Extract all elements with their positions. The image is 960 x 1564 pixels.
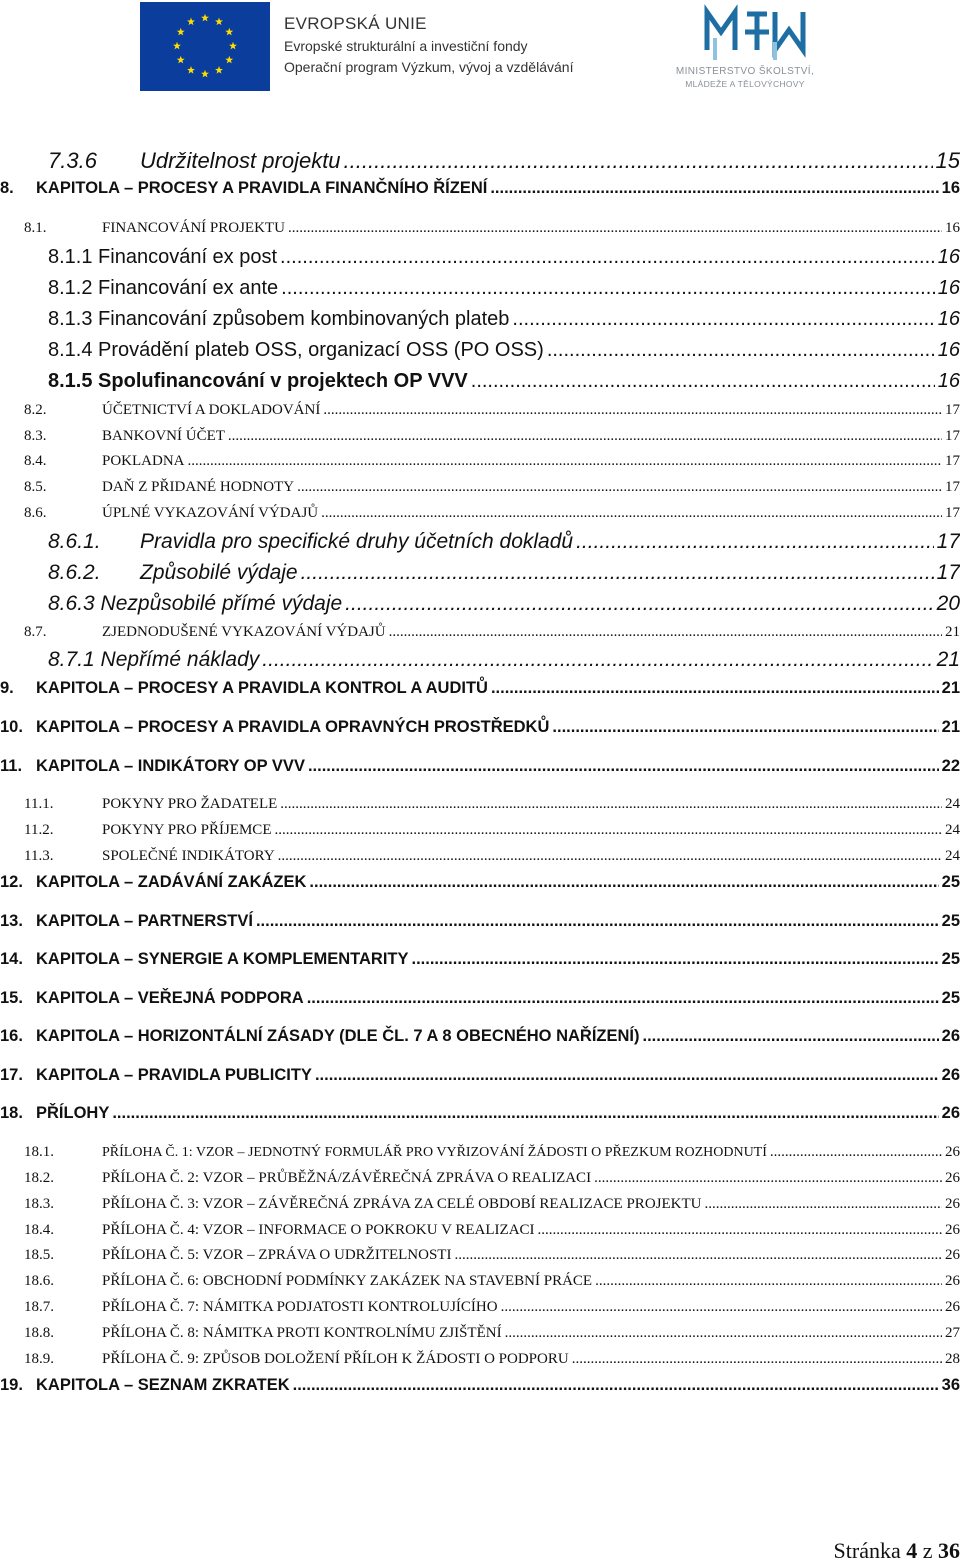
toc-leader [262, 648, 933, 672]
toc-entry[interactable] [24, 479, 960, 496]
toc-page: 16 [937, 370, 960, 392]
toc-page: 16 [941, 179, 960, 197]
toc-number: 16. [0, 1027, 23, 1045]
toc-entry[interactable] [24, 1222, 960, 1239]
toc-number: 18.5. [24, 1247, 54, 1263]
toc-leader [278, 848, 942, 865]
page-footer [834, 1538, 960, 1564]
toc-entry[interactable] [0, 873, 960, 892]
toc-title: KAPITOLA – VEŘEJNÁ PODPORA [36, 989, 304, 1007]
toc-entry[interactable] [24, 796, 960, 813]
toc-entry[interactable] [48, 148, 960, 174]
toc-number: 11.1. [24, 796, 54, 812]
toc-leader [501, 1299, 942, 1316]
toc-entry[interactable] [48, 648, 960, 672]
toc-page: 26 [941, 1104, 960, 1122]
toc-page: 22 [941, 757, 960, 775]
toc-title: 8.7.1 Nepřímé náklady [48, 648, 260, 671]
toc-entry[interactable] [48, 277, 960, 300]
toc-leader [280, 796, 942, 813]
toc-page: 26 [945, 1247, 960, 1263]
toc-entry[interactable] [24, 1325, 960, 1342]
toc-page: 21 [945, 624, 960, 640]
toc-page: 26 [941, 1027, 960, 1045]
toc-leader [595, 1273, 942, 1290]
toc-leader [315, 1066, 939, 1085]
toc-number: 18.3. [24, 1196, 54, 1212]
toc-leader [389, 624, 942, 641]
toc-entry[interactable] [48, 592, 960, 616]
toc-entry[interactable] [0, 1066, 960, 1085]
toc-title: DAŇ Z PŘIDANÉ HODNOTY [102, 479, 295, 495]
toc-page: 25 [941, 989, 960, 1007]
footer-current-page: 4 [906, 1538, 918, 1563]
msmt-line1: MINISTERSTVO ŠKOLSTVÍ, [675, 66, 815, 77]
toc-leader [301, 561, 934, 585]
toc-number: 18.1. [24, 1144, 54, 1160]
toc-number: 18.2. [24, 1170, 54, 1186]
toc-leader [321, 505, 942, 522]
toc-entry[interactable] [24, 1351, 960, 1368]
toc-number: 8.6. [24, 505, 47, 521]
toc-leader [188, 453, 943, 470]
toc-title: KAPITOLA – PROCESY A PRAVIDLA FINANČNÍHO ŘÍZENÍ [36, 179, 488, 197]
toc-number: 18.8. [24, 1325, 54, 1341]
toc-page: 26 [945, 1273, 960, 1289]
toc-leader [643, 1027, 939, 1046]
toc-page: 26 [945, 1299, 960, 1315]
toc-number: 8.5. [24, 479, 47, 495]
toc-page: 24 [945, 796, 960, 812]
toc-leader [594, 1170, 942, 1187]
toc-title: BANKOVNÍ ÚČET [102, 428, 225, 444]
toc-title: 8.1.4 Provádění plateb OSS, organizací OSS (PO OSS) [48, 339, 544, 361]
toc-title: 8.6.3 Nezpůsobilé přímé výdaje [48, 592, 343, 615]
toc-title: PŘÍLOHA Č. 8: NÁMITKA PROTI KONTROLNÍMU ZJIŠTĚNÍ [102, 1325, 502, 1341]
toc-entry[interactable] [24, 624, 960, 641]
toc-leader [112, 1104, 938, 1123]
toc-leader [274, 822, 942, 839]
toc-title: SPOLEČNÉ INDIKÁTORY [102, 848, 275, 864]
toc-page: 16 [937, 246, 960, 268]
toc-title: KAPITOLA – HORIZONTÁLNÍ ZÁSADY (DLE ČL. 7 A 8 OBECNÉHO NAŘÍZENÍ) [36, 1027, 640, 1045]
toc-entry[interactable] [24, 402, 960, 419]
toc-page: 16 [937, 308, 960, 330]
toc-title: PŘÍLOHA Č. 5: VZOR – ZPRÁVA O UDRŽITELNOSTI [102, 1247, 452, 1263]
toc-entry[interactable] [0, 179, 960, 198]
toc-title: Způsobilé výdaje [140, 561, 298, 584]
toc-leader [256, 912, 939, 931]
toc-entry[interactable] [48, 530, 960, 554]
toc-entry[interactable] [24, 453, 960, 470]
toc-title: PŘÍLOHA Č. 3: VZOR – ZÁVĚREČNÁ ZPRÁVA ZA CELÉ OBDOBÍ REALIZACE PROJEKTU [102, 1196, 702, 1212]
toc-title: POKYNY PRO PŘÍJEMCE [102, 822, 272, 838]
toc-entry[interactable] [48, 561, 960, 585]
toc-title: KAPITOLA – PROCESY A PRAVIDLA OPRAVNÝCH PROSTŘEDKŮ [36, 718, 550, 736]
toc-entry[interactable] [0, 1104, 960, 1123]
toc-page: 24 [945, 848, 960, 864]
toc-title: POKYNY PRO ŽADATELE [102, 796, 278, 812]
toc-page: 17 [945, 505, 960, 521]
toc-page: 27 [945, 1325, 960, 1341]
toc-title: KAPITOLA – PRAVIDLA PUBLICITY [36, 1066, 312, 1084]
toc-number: 19. [0, 1376, 23, 1394]
toc-number: 18.9. [24, 1351, 54, 1367]
toc-title: KAPITOLA – ZADÁVÁNÍ ZAKÁZEK [36, 873, 307, 891]
toc-title: ÚČETNICTVÍ A DOKLADOVÁNÍ [102, 402, 321, 418]
toc-leader [547, 339, 935, 362]
toc-entry[interactable] [0, 1027, 960, 1046]
toc-leader [454, 1247, 942, 1264]
toc-title: PŘÍLOHY [36, 1104, 110, 1122]
toc-leader [552, 718, 938, 737]
toc-entry[interactable] [0, 679, 960, 698]
toc-title: PŘÍLOHA Č. 1: VZOR – JEDNOTNÝ FORMULÁŘ PRO VYŘIZOVÁNÍ ŽÁDOSTI O PŘEZKUM ROZHODNUTÍ [102, 1145, 767, 1160]
toc-leader [490, 179, 938, 198]
toc-number: 8.2. [24, 402, 47, 418]
toc-entry[interactable] [24, 428, 960, 445]
toc-entry[interactable] [48, 370, 960, 393]
toc-page: 21 [941, 679, 960, 697]
toc-title: PŘÍLOHA Č. 4: VZOR – INFORMACE O POKROKU V REALIZACI [102, 1222, 535, 1238]
toc-number: 10. [0, 718, 23, 736]
toc-leader [280, 246, 935, 269]
toc-leader [288, 220, 942, 237]
toc-title: 8.1.2 Financování ex ante [48, 277, 279, 299]
toc-leader [323, 402, 942, 419]
toc-title: KAPITOLA – INDIKÁTORY OP VVV [36, 757, 305, 775]
toc-leader [308, 757, 939, 776]
toc-leader [505, 1325, 942, 1342]
eu-title: EVROPSKÁ UNIE [284, 14, 427, 33]
toc-page: 20 [936, 592, 960, 615]
toc-leader [770, 1144, 942, 1161]
toc-entry[interactable] [0, 912, 960, 931]
toc-leader [307, 989, 939, 1008]
toc-number: 18.4. [24, 1222, 54, 1238]
toc-number: 8.4. [24, 453, 47, 469]
toc-leader [412, 950, 939, 969]
toc-entry[interactable] [24, 1273, 960, 1290]
toc-number: 8. [0, 179, 14, 197]
toc-title: KAPITOLA – SYNERGIE A KOMPLEMENTARITY [36, 950, 409, 968]
footer-total-pages: 36 [938, 1538, 960, 1563]
toc-entry[interactable] [0, 718, 960, 737]
toc-number: 11.3. [24, 848, 54, 864]
toc-number: 14. [0, 950, 23, 968]
toc-page: 15 [935, 148, 960, 173]
toc-page: 17 [945, 428, 960, 444]
toc-title: KAPITOLA – PROCESY A PRAVIDLA KONTROL A AUDITŮ [36, 679, 488, 697]
footer-label: Stránka [833, 1538, 901, 1563]
toc-page: 26 [945, 1222, 960, 1238]
toc-title: KAPITOLA – PARTNERSTVÍ [36, 912, 253, 930]
toc-page: 28 [945, 1351, 960, 1367]
toc-page: 25 [941, 950, 960, 968]
footer-separator: z [922, 1538, 933, 1563]
toc-number: 11. [0, 757, 23, 775]
toc-page: 17 [936, 561, 960, 584]
toc-title: POKLADNA [102, 453, 185, 469]
toc-number: 7.3.6 [48, 148, 97, 173]
toc-leader [512, 308, 934, 331]
toc-page: 16 [937, 277, 960, 299]
toc-leader [538, 1222, 942, 1239]
toc-page: 16 [937, 339, 960, 361]
toc-leader [471, 370, 935, 393]
toc-entry[interactable] [24, 1144, 960, 1161]
toc-entry[interactable] [24, 848, 960, 865]
toc-entry[interactable] [24, 1170, 960, 1187]
toc-leader [293, 1376, 939, 1395]
toc-title: ÚPLNÉ VYKAZOVÁNÍ VÝDAJŮ [102, 505, 319, 521]
eu-subtitle: Evropské strukturální a investiční fondy [284, 38, 528, 54]
toc-page: 17 [945, 402, 960, 418]
toc-leader [281, 277, 935, 300]
toc-entry[interactable] [48, 308, 960, 331]
toc-page: 24 [945, 822, 960, 838]
toc-number: 8.7. [24, 624, 47, 640]
toc-title: Udržitelnost projektu [140, 148, 341, 173]
toc-leader [297, 479, 942, 496]
toc-title: Pravidla pro specifické druhy účetních dokladů [140, 530, 574, 553]
toc-number: 17. [0, 1066, 23, 1084]
toc-leader [344, 148, 933, 174]
toc-entry[interactable] [24, 1196, 960, 1213]
eu-program: Operační program Výzkum, vývoj a vzdělávání [284, 59, 574, 75]
toc-page: 17 [945, 453, 960, 469]
toc-number: 8.6.2. [48, 561, 101, 584]
toc-number: 18. [0, 1104, 23, 1122]
toc-leader [491, 679, 939, 698]
toc-page: 21 [941, 718, 960, 736]
toc-title: FINANCOVÁNÍ PROJEKTU [102, 220, 285, 236]
msmt-line2: MLÁDEŽE A TĚLOVÝCHOVY [685, 79, 805, 89]
toc-title: KAPITOLA – SEZNAM ZKRATEK [36, 1376, 290, 1394]
toc-page: 26 [945, 1196, 960, 1212]
toc-page: 16 [945, 220, 960, 236]
toc-page: 26 [941, 1066, 960, 1084]
toc-entry[interactable] [48, 339, 960, 362]
toc-entry[interactable] [24, 1299, 960, 1316]
toc-page: 17 [945, 479, 960, 495]
toc-number: 18.7. [24, 1299, 54, 1315]
toc-entry[interactable] [0, 989, 960, 1008]
toc-title: ZJEDNODUŠENÉ VYKAZOVÁNÍ VÝDAJŮ [102, 624, 386, 640]
toc-number: 12. [0, 873, 23, 891]
toc-entry[interactable] [0, 950, 960, 969]
toc-page: 36 [941, 1376, 960, 1394]
toc-number: 11.2. [24, 822, 54, 838]
toc-title: PŘÍLOHA Č. 9: ZPŮSOB DOLOŽENÍ PŘÍLOH K ŽÁDOSTI O PODPORU [102, 1351, 569, 1367]
toc-page: 17 [936, 530, 960, 553]
toc-entry[interactable] [24, 505, 960, 522]
toc-leader [228, 428, 942, 445]
toc-entry[interactable] [24, 822, 960, 839]
toc-page: 25 [941, 912, 960, 930]
toc-page: 26 [945, 1170, 960, 1186]
toc-number: 8.3. [24, 428, 47, 444]
toc-entry[interactable] [24, 1247, 960, 1264]
toc-leader [704, 1196, 942, 1213]
toc-number: 18.6. [24, 1273, 54, 1289]
toc-title: 8.1.5 Spolufinancování v projektech OP VVV [48, 370, 468, 392]
toc-page: 26 [945, 1144, 960, 1160]
toc-number: 15. [0, 989, 23, 1007]
toc-page: 21 [936, 648, 960, 671]
toc-entry[interactable] [48, 246, 960, 269]
toc-leader [572, 1351, 942, 1368]
toc-title: PŘÍLOHA Č. 6: OBCHODNÍ PODMÍNKY ZAKÁZEK NA STAVEBNÍ PRÁCE [102, 1273, 593, 1289]
toc-number: 9. [0, 679, 14, 697]
toc-number: 13. [0, 912, 23, 930]
toc-number: 8.1. [24, 220, 47, 236]
toc-page: 25 [941, 873, 960, 891]
toc-entry[interactable] [0, 757, 960, 776]
toc-title: 8.1.3 Financování způsobem kombinovaných plateb [48, 308, 510, 330]
toc-title: PŘÍLOHA Č. 2: VZOR – PRŮBĚŽNÁ/ZÁVĚREČNÁ ZPRÁVA O REALIZACI [102, 1170, 592, 1186]
toc-title: PŘÍLOHA Č. 7: NÁMITKA PODJATOSTI KONTROLUJÍCÍHO [102, 1299, 498, 1315]
toc-number: 8.6.1. [48, 530, 101, 553]
toc-title: 8.1.1 Financování ex post [48, 246, 278, 268]
toc-entry[interactable] [24, 220, 960, 237]
toc-leader [309, 873, 938, 892]
toc-entry[interactable] [0, 1376, 960, 1395]
toc-leader [576, 530, 934, 554]
toc-leader [345, 592, 933, 616]
